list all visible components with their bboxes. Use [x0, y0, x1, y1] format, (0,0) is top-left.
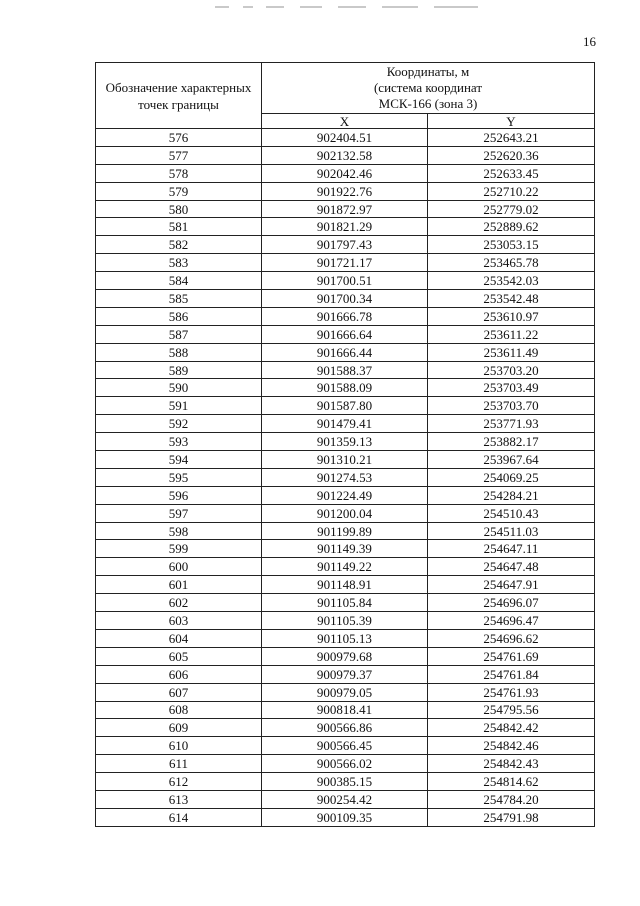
y-coordinate-cell: 254647.91 — [428, 576, 595, 594]
coordinates-table — [95, 62, 595, 827]
point-id-cell: 587 — [96, 325, 262, 343]
scan-artifact — [215, 6, 229, 8]
table-row — [96, 790, 595, 808]
point-id-cell: 593 — [96, 433, 262, 451]
y-coordinate-cell: 253882.17 — [428, 433, 595, 451]
table-row — [96, 236, 595, 254]
y-coordinate-cell: 254791.98 — [428, 808, 595, 826]
table-row — [96, 361, 595, 379]
x-coordinate-cell: 900566.45 — [262, 737, 428, 755]
table-row — [96, 808, 595, 826]
y-coordinate-cell: 254511.03 — [428, 522, 595, 540]
y-coordinate-cell: 253703.70 — [428, 397, 595, 415]
x-coordinate-cell: 901721.17 — [262, 254, 428, 272]
y-coordinate-cell: 254647.48 — [428, 558, 595, 576]
x-coordinate-cell: 901199.89 — [262, 522, 428, 540]
point-id-cell: 613 — [96, 790, 262, 808]
y-coordinate-cell: 254795.56 — [428, 701, 595, 719]
point-id-cell: 585 — [96, 290, 262, 308]
y-coordinate-cell: 253053.15 — [428, 236, 595, 254]
point-id-cell: 607 — [96, 683, 262, 701]
table-row — [96, 647, 595, 665]
table-row — [96, 397, 595, 415]
point-id-cell: 591 — [96, 397, 262, 415]
x-coordinate-cell: 901587.80 — [262, 397, 428, 415]
scan-artifact — [434, 6, 478, 8]
x-column-header: X — [262, 114, 428, 129]
point-id-cell: 599 — [96, 540, 262, 558]
point-id-cell: 589 — [96, 361, 262, 379]
table-row — [96, 182, 595, 200]
point-id-cell: 586 — [96, 307, 262, 325]
y-coordinate-cell: 252710.22 — [428, 182, 595, 200]
point-id-cell: 600 — [96, 558, 262, 576]
y-coordinate-cell: 254696.07 — [428, 594, 595, 612]
table-row — [96, 612, 595, 630]
point-id-cell: 577 — [96, 146, 262, 164]
x-coordinate-cell: 901922.76 — [262, 182, 428, 200]
point-id-cell: 602 — [96, 594, 262, 612]
y-coordinate-cell: 252643.21 — [428, 129, 595, 147]
coordinates-header — [262, 63, 595, 114]
point-id-cell: 610 — [96, 737, 262, 755]
table-row — [96, 325, 595, 343]
y-coordinate-cell: 252633.45 — [428, 164, 595, 182]
table-row — [96, 540, 595, 558]
y-coordinate-cell: 254069.25 — [428, 468, 595, 486]
x-coordinate-cell: 901200.04 — [262, 504, 428, 522]
y-coordinate-cell: 254761.84 — [428, 665, 595, 683]
y-coordinate-cell: 254696.62 — [428, 629, 595, 647]
table-row — [96, 129, 595, 147]
scan-artifact — [300, 6, 322, 8]
table-row — [96, 665, 595, 683]
x-coordinate-cell: 901224.49 — [262, 486, 428, 504]
table-row — [96, 719, 595, 737]
point-id-cell: 581 — [96, 218, 262, 236]
x-coordinate-cell: 901149.39 — [262, 540, 428, 558]
point-id-cell: 588 — [96, 343, 262, 361]
points-header-label: Обозначение характерных точек границы — [105, 79, 252, 112]
y-column-header: Y — [428, 114, 595, 129]
y-coordinate-cell: 254761.69 — [428, 647, 595, 665]
scan-artifact — [338, 6, 366, 8]
x-coordinate-cell: 901666.64 — [262, 325, 428, 343]
scan-artifact — [266, 6, 284, 8]
table-row — [96, 558, 595, 576]
point-id-cell: 605 — [96, 647, 262, 665]
x-coordinate-cell: 901479.41 — [262, 415, 428, 433]
table-row — [96, 629, 595, 647]
y-coordinate-cell: 252620.36 — [428, 146, 595, 164]
table-row — [96, 755, 595, 773]
table-row — [96, 522, 595, 540]
point-id-cell: 606 — [96, 665, 262, 683]
coordinates-header-line-3: МСК-166 (зона 3) — [378, 96, 478, 111]
point-id-cell: 578 — [96, 164, 262, 182]
point-id-cell: 603 — [96, 612, 262, 630]
y-coordinate-cell: 254696.47 — [428, 612, 595, 630]
point-id-cell: 583 — [96, 254, 262, 272]
x-coordinate-cell: 900979.37 — [262, 665, 428, 683]
y-coordinate-cell: 253967.64 — [428, 451, 595, 469]
x-coordinate-cell: 900979.68 — [262, 647, 428, 665]
table-row — [96, 576, 595, 594]
point-id-cell: 582 — [96, 236, 262, 254]
x-coordinate-cell: 901359.13 — [262, 433, 428, 451]
table-row — [96, 594, 595, 612]
coordinates-table-body — [96, 129, 595, 827]
x-coordinate-cell: 900566.86 — [262, 719, 428, 737]
table-row — [96, 683, 595, 701]
point-id-cell: 601 — [96, 576, 262, 594]
scan-artifact — [382, 6, 418, 8]
x-coordinate-cell: 900254.42 — [262, 790, 428, 808]
x-coordinate-cell: 901148.91 — [262, 576, 428, 594]
y-coordinate-cell: 253465.78 — [428, 254, 595, 272]
y-coordinate-cell: 252779.02 — [428, 200, 595, 218]
points-header — [96, 63, 262, 129]
y-coordinate-cell: 253610.97 — [428, 307, 595, 325]
x-coordinate-cell: 901105.84 — [262, 594, 428, 612]
table-row — [96, 272, 595, 290]
point-id-cell: 592 — [96, 415, 262, 433]
x-coordinate-cell: 901310.21 — [262, 451, 428, 469]
x-coordinate-cell: 900979.05 — [262, 683, 428, 701]
y-coordinate-cell: 253703.49 — [428, 379, 595, 397]
point-id-cell: 611 — [96, 755, 262, 773]
x-coordinate-cell: 902404.51 — [262, 129, 428, 147]
y-coordinate-cell: 253542.48 — [428, 290, 595, 308]
table-row — [96, 254, 595, 272]
point-id-cell: 608 — [96, 701, 262, 719]
table-row — [96, 379, 595, 397]
x-coordinate-cell: 900109.35 — [262, 808, 428, 826]
x-coordinate-cell: 901588.37 — [262, 361, 428, 379]
point-id-cell: 580 — [96, 200, 262, 218]
x-coordinate-cell: 901666.78 — [262, 307, 428, 325]
table-row — [96, 146, 595, 164]
y-coordinate-cell: 253611.49 — [428, 343, 595, 361]
table-row — [96, 433, 595, 451]
x-coordinate-cell: 901274.53 — [262, 468, 428, 486]
point-id-cell: 595 — [96, 468, 262, 486]
table-row — [96, 504, 595, 522]
y-coordinate-cell: 253611.22 — [428, 325, 595, 343]
point-id-cell: 576 — [96, 129, 262, 147]
point-id-cell: 594 — [96, 451, 262, 469]
coordinates-header-line-2: (система координат — [373, 80, 483, 95]
table-row — [96, 701, 595, 719]
scan-artifact — [243, 6, 253, 8]
x-coordinate-cell: 901797.43 — [262, 236, 428, 254]
table-row — [96, 200, 595, 218]
point-id-cell: 609 — [96, 719, 262, 737]
y-coordinate-cell: 254842.42 — [428, 719, 595, 737]
table-row — [96, 486, 595, 504]
x-coordinate-cell: 902132.58 — [262, 146, 428, 164]
x-coordinate-cell: 901821.29 — [262, 218, 428, 236]
page-number: 16 — [583, 34, 596, 49]
point-id-cell: 597 — [96, 504, 262, 522]
table-row — [96, 307, 595, 325]
point-id-cell: 584 — [96, 272, 262, 290]
point-id-cell: 614 — [96, 808, 262, 826]
y-coordinate-cell: 253771.93 — [428, 415, 595, 433]
y-coordinate-cell: 254784.20 — [428, 790, 595, 808]
y-coordinate-cell: 254284.21 — [428, 486, 595, 504]
x-coordinate-cell: 900566.02 — [262, 755, 428, 773]
x-coordinate-cell: 901105.13 — [262, 629, 428, 647]
point-id-cell: 598 — [96, 522, 262, 540]
table-row — [96, 218, 595, 236]
table-row — [96, 451, 595, 469]
point-id-cell: 579 — [96, 182, 262, 200]
coordinates-header-line-1: Координаты, м — [386, 64, 470, 79]
x-coordinate-cell: 901872.97 — [262, 200, 428, 218]
x-coordinate-cell: 902042.46 — [262, 164, 428, 182]
y-coordinate-cell: 254814.62 — [428, 773, 595, 791]
x-coordinate-cell: 901149.22 — [262, 558, 428, 576]
x-coordinate-cell: 900385.15 — [262, 773, 428, 791]
x-coordinate-cell: 901666.44 — [262, 343, 428, 361]
point-id-cell: 604 — [96, 629, 262, 647]
x-coordinate-cell: 901105.39 — [262, 612, 428, 630]
table-row — [96, 737, 595, 755]
table-row — [96, 343, 595, 361]
table-row — [96, 290, 595, 308]
x-coordinate-cell: 901700.34 — [262, 290, 428, 308]
point-id-cell: 596 — [96, 486, 262, 504]
table-row — [96, 164, 595, 182]
point-id-cell: 590 — [96, 379, 262, 397]
y-coordinate-cell: 254842.43 — [428, 755, 595, 773]
x-coordinate-cell: 900818.41 — [262, 701, 428, 719]
x-coordinate-cell: 901700.51 — [262, 272, 428, 290]
y-coordinate-cell: 254761.93 — [428, 683, 595, 701]
y-coordinate-cell: 254647.11 — [428, 540, 595, 558]
y-coordinate-cell: 253703.20 — [428, 361, 595, 379]
table-row — [96, 468, 595, 486]
y-coordinate-cell: 254842.46 — [428, 737, 595, 755]
table-row — [96, 773, 595, 791]
x-coordinate-cell: 901588.09 — [262, 379, 428, 397]
y-coordinate-cell: 253542.03 — [428, 272, 595, 290]
point-id-cell: 612 — [96, 773, 262, 791]
table-row — [96, 415, 595, 433]
y-coordinate-cell: 254510.43 — [428, 504, 595, 522]
y-coordinate-cell: 252889.62 — [428, 218, 595, 236]
